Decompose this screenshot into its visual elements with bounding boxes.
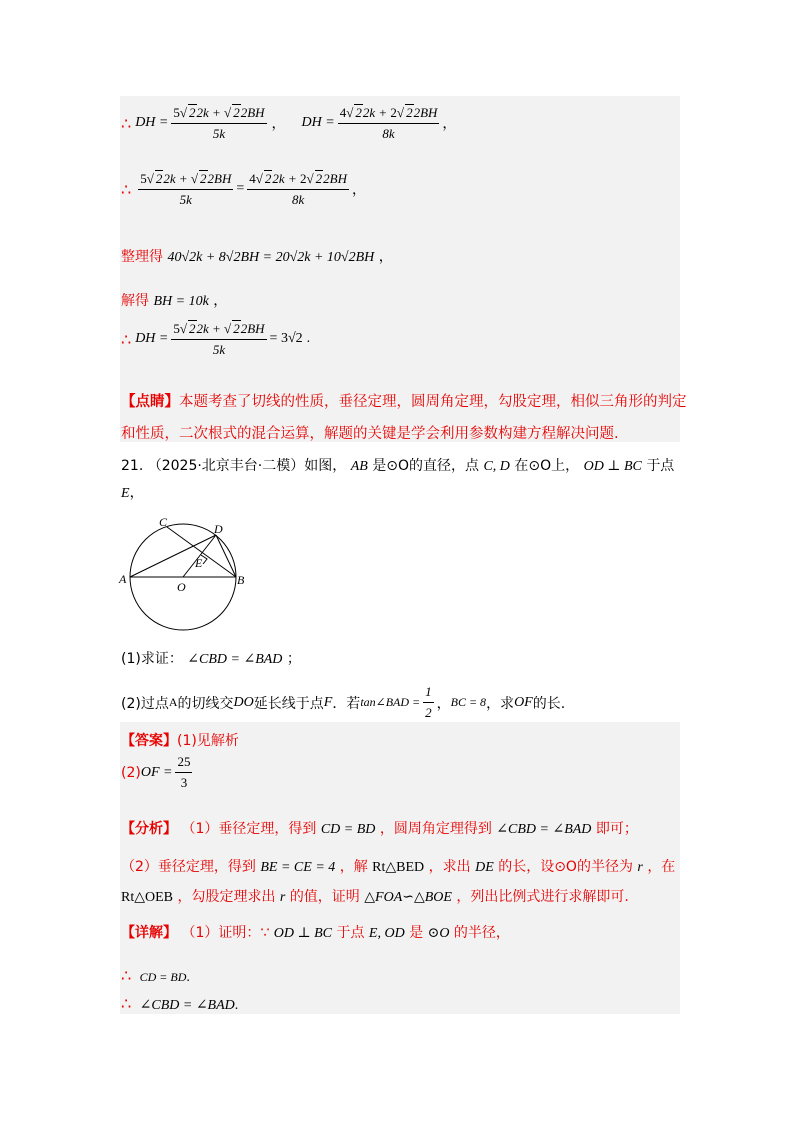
line5-fraction: $\frac{5√ 22k + √ 22BH}{5k}$ [173, 321, 265, 357]
question-2: (2)过点 A 的切线交 DO 延长线于点 F ．若 tan∠BAD = $\frac{1}{2}$ ， BC = 8 ，求 OF 的长. [121, 684, 566, 720]
geometry-figure [115, 515, 265, 640]
question-1: (1)求证： ∠CBD = ∠BAD ； [121, 651, 301, 667]
analysis-line-2: （2）垂径定理，得到 BE = CE = 4 ，解 Rt△BED ，求出 DE 的长，设⊙O的半径为 r ，在 [121, 859, 676, 875]
sol-line-4: 解得 BH = 10k ， [121, 293, 228, 309]
line5-result: = 3√2 [269, 331, 303, 346]
comment-line-1: 【点睛】本题考查了切线的性质，垂径定理，圆周角定理，勾股定理，相似三角形的判定 [121, 394, 687, 410]
label-a: A [119, 572, 127, 586]
answer-tag: 【答案】 [121, 733, 177, 749]
problem-21-line-2: E， [121, 485, 144, 501]
sol-line-1: ∴ DH = $\frac{5√ 22k + √ 22BH}{5k}$ ， DH = $\frac{4√ 22k + 2√ 22BH}{8k}$ ， [121, 105, 457, 141]
line1-right-lhs: DH = [301, 115, 335, 130]
tan-fraction: $\frac{1}{2}$ [425, 684, 432, 720]
sol-line-3: 整理得 40√2k + 8√2BH = 20√2k + 10√2BH ， [121, 249, 393, 265]
answer-fraction: $\frac{25}{3}$ [177, 754, 191, 790]
analysis-line-1: 【分析】 （1）垂径定理，得到 CD = BD ，圆周角定理得到 ∠CBD = ∠BAD 即可； [121, 821, 638, 837]
analysis-line-3: Rt△OEB ，勾股定理求出 r 的值，证明 △FOA∽△BOE ，列出比例式进行求解即可. [121, 889, 629, 905]
label-d: D [214, 522, 223, 536]
line1-left-lhs: DH = [135, 115, 169, 130]
label-b: B [237, 573, 245, 587]
sol-line-5: ∴ DH = $\frac{5√ 22k + √ 22BH}{5k}$ = 3√2 . [121, 321, 311, 357]
label-e: E [195, 556, 203, 570]
sol-line-2: ∴ $\frac{5√ 22k + √ 22BH}{5k}$ = $\frac{4√ 22k + 2√ 22BH}{8k}$ ， [121, 171, 366, 207]
label-c: C [159, 515, 168, 529]
line4-equation: BH = 10k [153, 294, 209, 309]
line1-right-fraction: $\frac{4√ 22k + 2√ 22BH}{8k}$ [339, 105, 438, 141]
detail-tag: 【详解】 [121, 925, 177, 941]
label-o: O [177, 580, 186, 594]
comment-line-2: 和性质，二次根式的混合运算，解题的关键是学会利用参数构建方程解决问题. [121, 426, 619, 442]
line1-left-fraction: $\frac{5√ 22k + √ 22BH}{5k}$ [173, 105, 265, 141]
comment-tag: 【点睛】 [121, 394, 179, 410]
therefore-symbol: ∴ [121, 113, 132, 133]
detail-line-3: ∴ ∠CBD = ∠BAD. [121, 994, 239, 1013]
problem-21-line-1: 21. （2025·北京丰台·二模）如图， AB 是⊙O的直径，点 C, D 在⊙O上， OD ⊥ BC 于点 [121, 458, 675, 474]
line2-right-fraction: $\frac{4√ 22k + 2√ 22BH}{8k}$ [249, 171, 347, 207]
analysis-tag: 【分析】 [121, 821, 177, 837]
answer-line-1: 【答案】(1)见解析 [121, 733, 239, 749]
answer-line-2: (2) OF = $\frac{25}{3}$ [121, 754, 191, 790]
detail-line-2: ∴ CD = BD. [121, 966, 190, 985]
segment-db [216, 535, 236, 577]
detail-line-1: 【详解】 （1）证明：∵ OD ⊥ BC 于点 E, OD 是 ⊙O 的半径， [121, 925, 510, 941]
line3-equation: 40√2k + 8√2BH = 20√2k + 10√2BH [167, 250, 375, 265]
line2-left-fraction: $\frac{5√ 22k + √ 22BH}{5k}$ [140, 171, 232, 207]
problem-number: 21. [121, 458, 144, 474]
